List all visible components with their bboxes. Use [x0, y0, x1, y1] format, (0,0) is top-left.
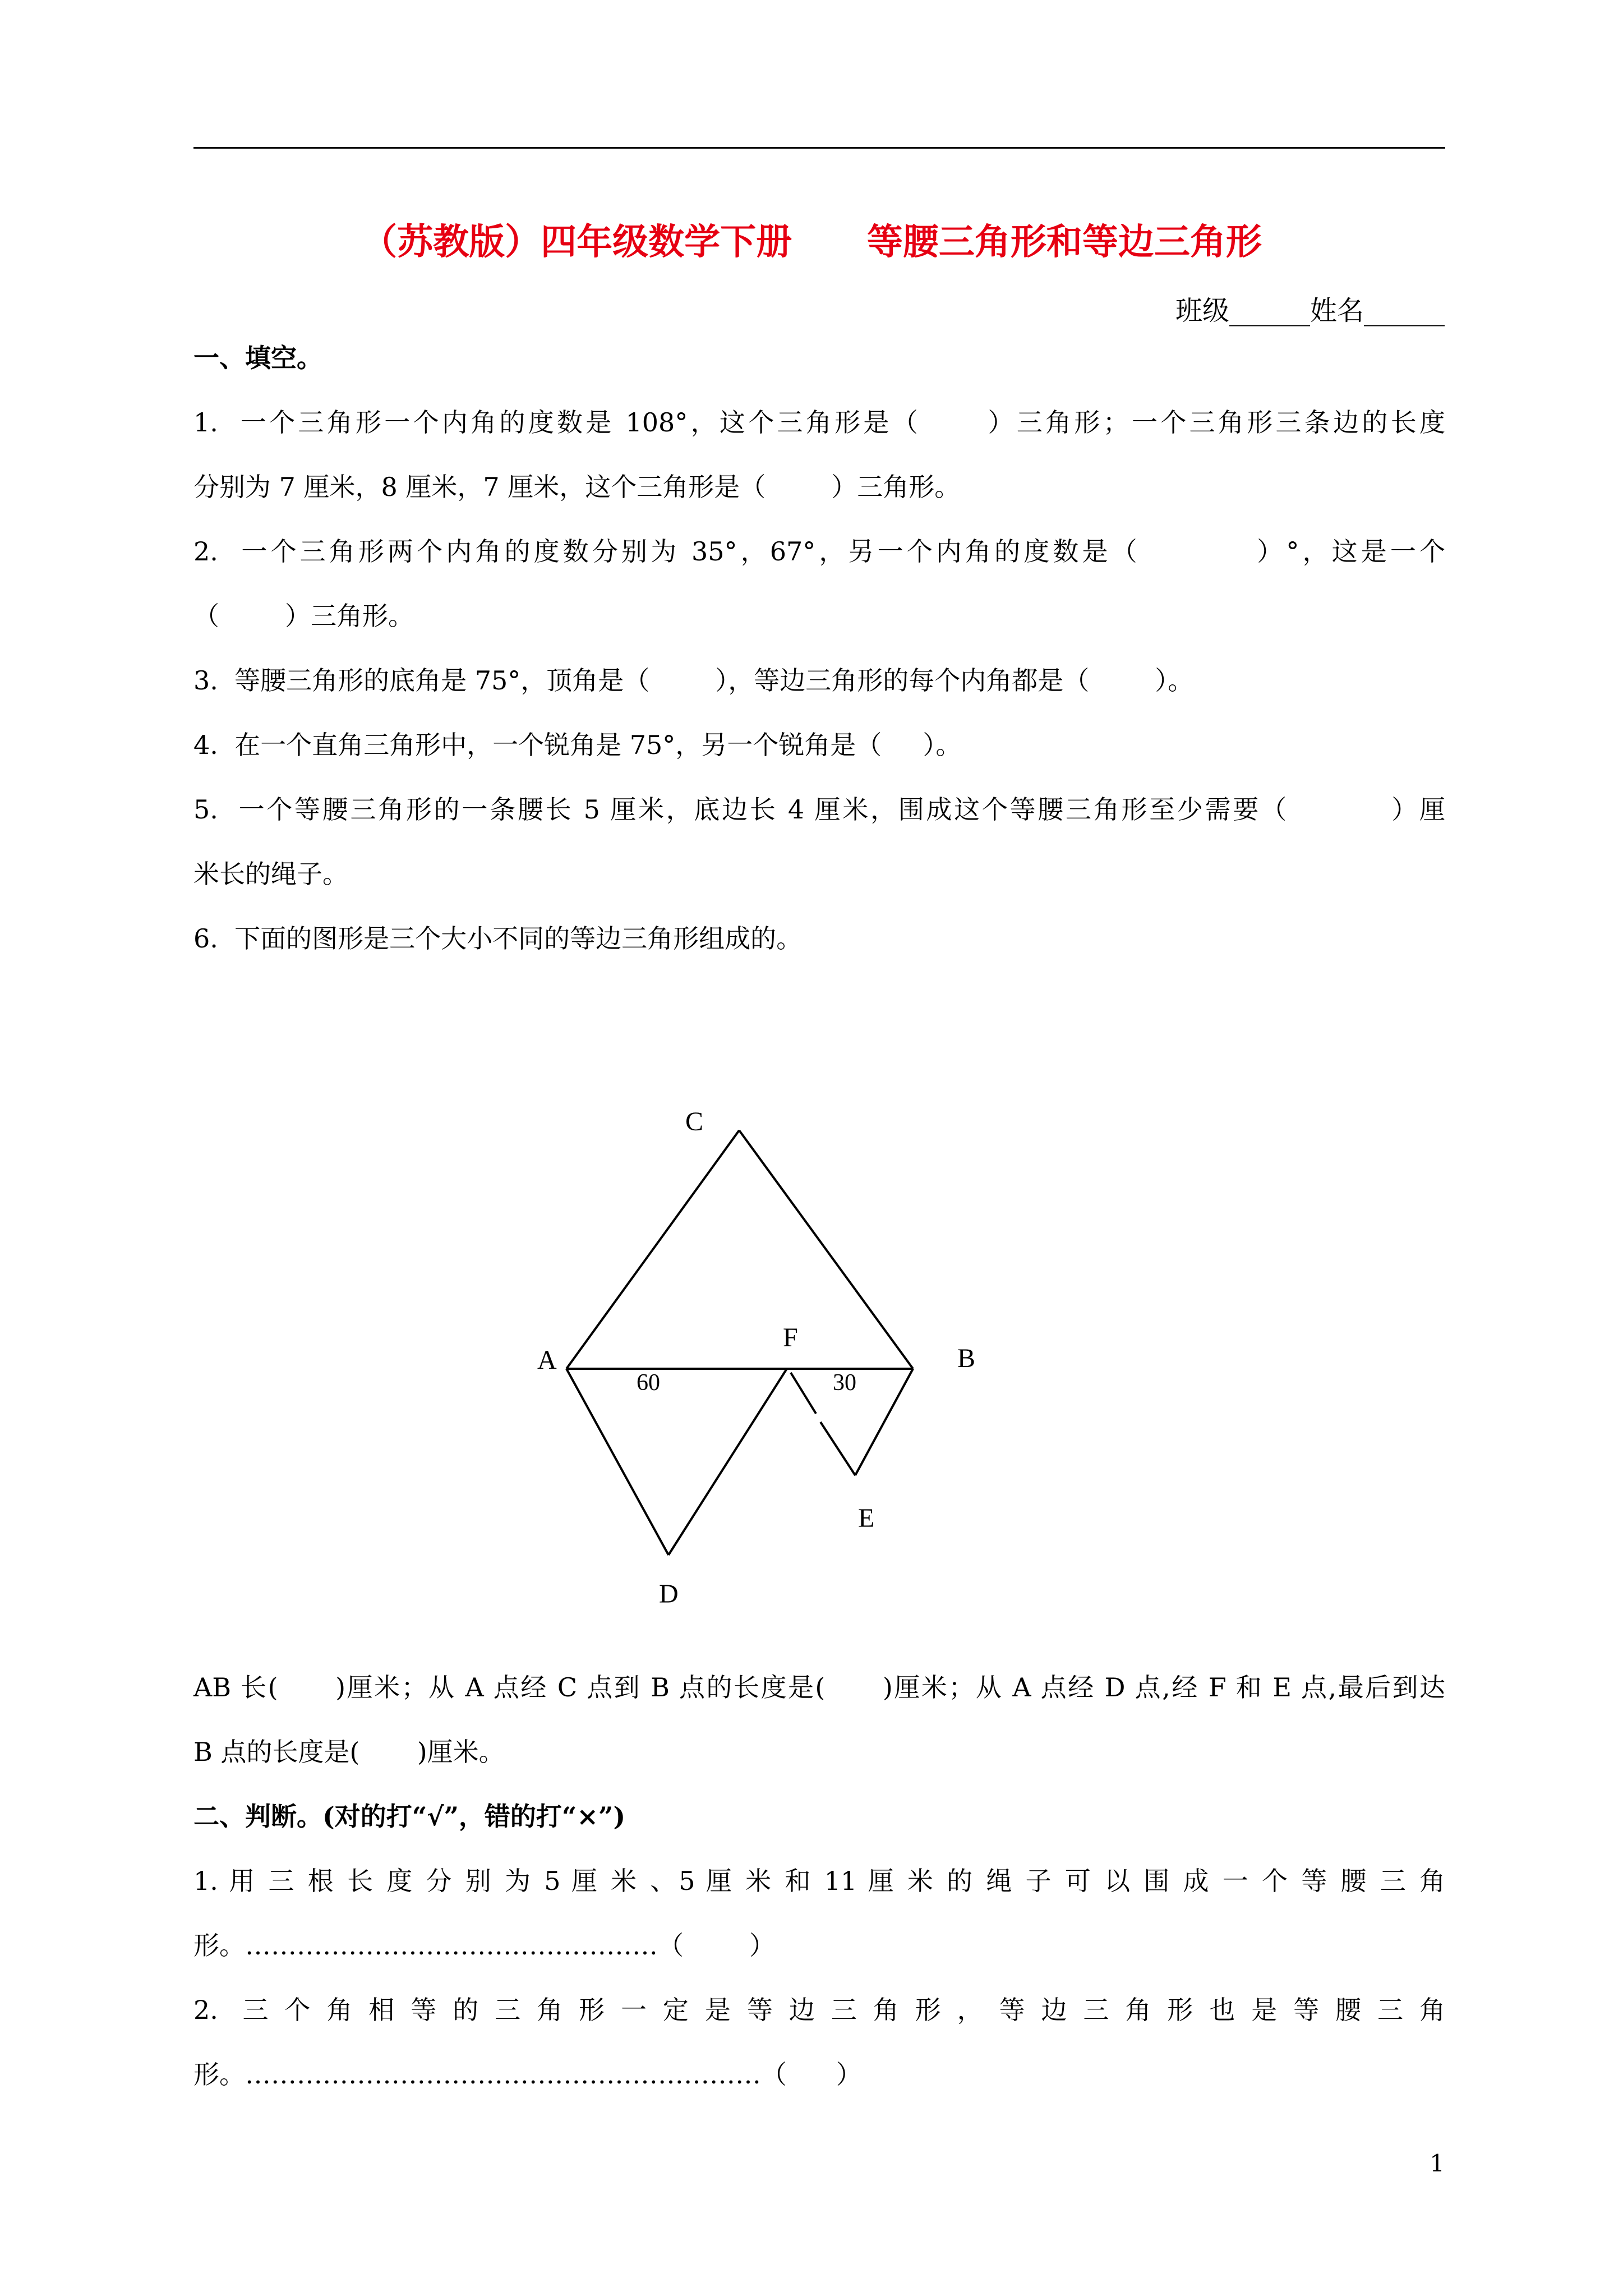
question-6: 6. 下面的图形是三个大小不同的等边三角形组成的。: [193, 923, 803, 954]
question-1-line-2: 分别为 7 厘米，8 厘米，7 厘米，这个三角形是（ ）三角形。: [193, 472, 961, 502]
page-number: 1: [1430, 2150, 1445, 2177]
judge-2-line-2: 形。……………………………………………………（ ）: [193, 2059, 862, 2090]
question-2-line-1: 2. 一个三角形两个内角的度数分别为 35°，67°，另一个内角的度数是（ ）°，这是一个: [193, 536, 1445, 567]
segment-df: [668, 1369, 787, 1555]
question-3: 3. 等腰三角形的底角是 75°，顶角是（ ），等边三角形的每个内角都是（ ）。: [193, 665, 1194, 696]
question-6-answer-line-1: AB 长( )厘米；从 A 点经 C 点到 B 点的长度是( )厘米；从 A 点经 D 点,经 F 和 E 点,最后到达: [193, 1672, 1445, 1703]
section2-heading: 二、判断。(对的打“√”，错的打“×”): [193, 1801, 626, 1832]
judge-2-line-1: 2. 三 个 角 相 等 的 三 角 形 一 定 是 等 边 三 角 形 ， 等 边 三 角 形 也 是 等 腰 三 角: [193, 1995, 1445, 2025]
label-a: A: [537, 1345, 557, 1375]
segment-ad: [566, 1369, 668, 1555]
question-4: 4. 在一个直角三角形中，一个锐角是 75°，另一个锐角是（ ）。: [193, 730, 962, 760]
judge-1-line-1: 1. 用 三 根 长 度 分 别 为 5 厘 米 、5 厘 米 和 11 厘 米 的 绳 子 可 以 围 成 一 个 等 腰 三 角: [193, 1866, 1445, 1896]
question-5-line-1: 5. 一个等腰三角形的一条腰长 5 厘米，底边长 4 厘米，围成这个等腰三角形至少需要（ ）厘: [193, 794, 1445, 825]
label-30: 30: [833, 1370, 856, 1396]
label-60: 60: [637, 1370, 660, 1396]
segment-eb: [855, 1369, 913, 1475]
segment-cb: [739, 1130, 913, 1369]
segment-fe-upper: [791, 1373, 816, 1414]
section1-heading: 一、填空。: [193, 343, 322, 373]
label-b: B: [957, 1343, 976, 1373]
segment-fe-lower: [820, 1422, 855, 1475]
label-e: E: [858, 1503, 875, 1533]
question-1-line-1: 1. 一个三角形一个内角的度数是 108°，这个三角形是（ ）三角形；一个三角形三条边的长度: [193, 407, 1445, 438]
class-name-line: 班级______姓名______: [1175, 295, 1445, 326]
question-5-line-2: 米长的绳子。: [193, 859, 348, 889]
label-d: D: [659, 1579, 679, 1609]
segment-ac: [566, 1130, 739, 1369]
label-f: F: [783, 1323, 798, 1352]
label-c: C: [685, 1107, 704, 1137]
question-2-line-2: （ ）三角形。: [193, 601, 414, 631]
page-title: （苏教版）四年级数学下册 等腰三角形和等边三角形: [361, 221, 1262, 263]
question-6-answer-line-2: B 点的长度是( )厘米。: [193, 1737, 505, 1767]
judge-1-line-2: 形。…………………………………………（ ）: [193, 1930, 775, 1961]
